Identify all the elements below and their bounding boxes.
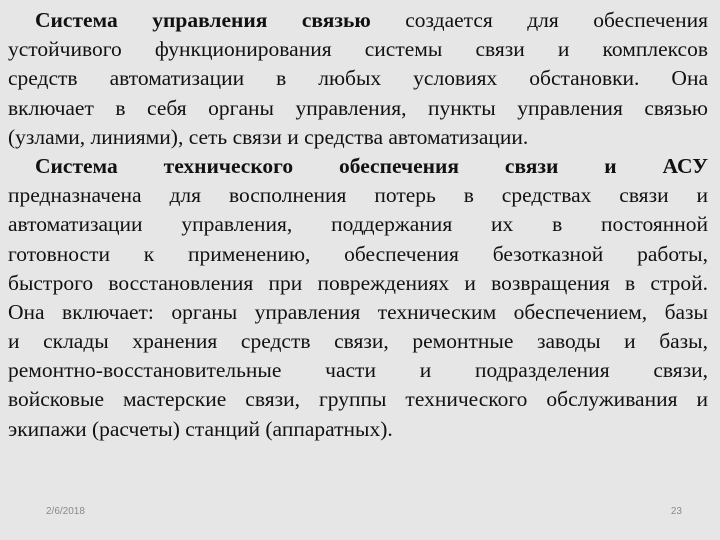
paragraph-1-line-4: включает в себя органы управления, пункты управления связью (8, 95, 708, 120)
paragraph-1-line-2: устойчивого функционирования системы связи и комплексов (8, 37, 708, 62)
body-text (8, 6, 708, 444)
paragraph-1-line-5: (узлами, линиями), сеть связи и средства автоматизации. (8, 124, 529, 149)
paragraph-2-line-2: автоматизации управления, поддержания их в постоянной (8, 212, 708, 237)
paragraph-2-line-9: экипажи (расчеты) станций (аппаратных). (8, 416, 393, 441)
footer-date: 2/6/2018 (46, 506, 85, 517)
paragraph-2-line-1: предназначена для восполнения потерь в средствах связи и (8, 183, 708, 208)
paragraph-1-line-3: средств автоматизации в любых условиях обстановки. Она (8, 66, 708, 91)
paragraph-1-term: Система управления связью (35, 8, 371, 32)
paragraph-2-line-3: готовности к применению, обеспечения безотказной работы, (8, 241, 708, 266)
footer-page-number: 23 (670, 506, 682, 517)
paragraph-2-line-5: Она включает: органы управления техническим обеспечением, базы (8, 299, 708, 324)
paragraph-1-line-1 (8, 6, 708, 35)
paragraph-2-line-4: быстрого восстановления при повреждениях и возвращения в строй. (8, 270, 708, 295)
paragraph-2-line-7: ремонтно-восстановительные части и подразделения связи, (8, 358, 708, 383)
paragraph-2-term: Система технического обеспечения связи и АСУ (35, 153, 708, 178)
paragraph-2-line-8: войсковые мастерские связи, группы технического обслуживания и (8, 387, 708, 412)
paragraph-2-line-6: и склады хранения средств связи, ремонтные заводы и базы, (8, 329, 708, 354)
paragraph-1-text: создается для обеспечения (370, 8, 708, 32)
